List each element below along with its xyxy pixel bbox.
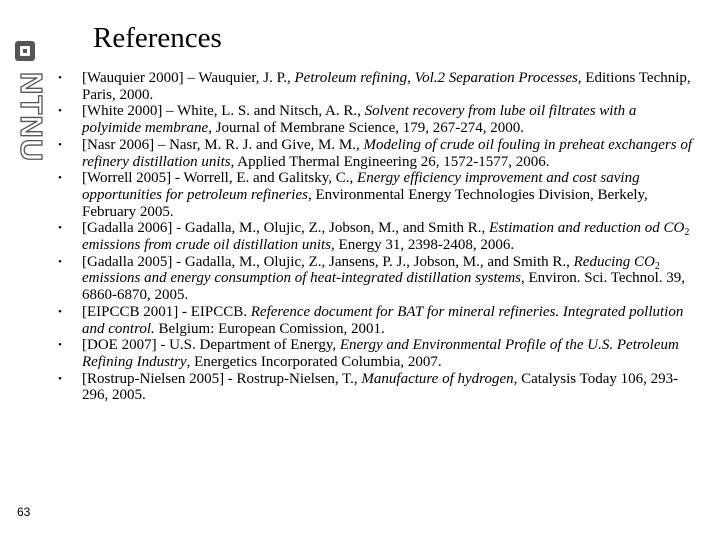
reference-text-part: [Rostrup-Nielsen 2005] - Rostrup-Nielsen, T., bbox=[82, 370, 362, 387]
ntnu-logo bbox=[4, 0, 49, 540]
reference-text-part: , Applied Thermal Engineering 26, 1572-1577, 2006. bbox=[230, 153, 550, 170]
reference-text bbox=[82, 371, 698, 404]
reference-item bbox=[58, 337, 698, 370]
bullet-icon: • bbox=[58, 255, 62, 268]
reference-list bbox=[58, 70, 698, 404]
page-number: 63 bbox=[17, 505, 31, 519]
reference-text bbox=[82, 304, 698, 337]
reference-text-part: [DOE 2007] - U.S. Department of Energy, bbox=[82, 337, 340, 354]
reference-text-part: , Journal of Membrane Science, 179, 267-274, 2000. bbox=[208, 120, 524, 137]
reference-text bbox=[82, 220, 698, 253]
reference-text bbox=[82, 254, 698, 304]
reference-text-part: [EIPCCB 2001] - EIPCCB. bbox=[82, 303, 251, 320]
reference-text-part: [White 2000] – White, L. S. and Nitsch, A. R., bbox=[82, 103, 365, 120]
reference-item bbox=[58, 371, 698, 404]
bullet-icon: • bbox=[58, 339, 62, 352]
reference-text-part: [Gadalla 2005] - Gadalla, M., Olujic, Z., Jansens, P. J., Jobson, M., and Smith R., bbox=[82, 253, 574, 270]
reference-title-part: Reference document for BAT for mineral refineries. Integrated pollution and control. bbox=[82, 303, 684, 337]
bullet-icon: • bbox=[58, 105, 62, 118]
reference-title-part: emissions and energy consumption of heat-integrated distillation systems bbox=[82, 270, 521, 287]
reference-text bbox=[82, 170, 698, 220]
bullet-icon: • bbox=[58, 222, 62, 235]
ntnu-logo-text bbox=[7, 68, 49, 178]
reference-text-part: , Energetics Incorporated Columbia, 2007. bbox=[186, 353, 442, 370]
reference-item bbox=[58, 137, 698, 170]
bullet-icon: • bbox=[58, 138, 62, 151]
sidebar bbox=[0, 0, 48, 540]
reference-text bbox=[82, 137, 698, 170]
reference-text-part: , Editions Technip, Paris, 2000. bbox=[82, 70, 691, 103]
logo-text: NTNU bbox=[14, 72, 49, 163]
reference-text-part: [Wauquier 2000] – Wauquier, J. P., bbox=[82, 70, 295, 86]
reference-item bbox=[58, 70, 698, 103]
reference-title-part: emissions from crude oil distillation units bbox=[82, 237, 332, 254]
reference-text-part: [Worrell 2005] - Worrell, E. and Galitsky, C., bbox=[82, 170, 358, 187]
subscript: 2 bbox=[684, 227, 690, 239]
reference-title-part: Modeling of crude oil fouling in preheat exchangers of refinery distillation units bbox=[82, 136, 693, 170]
reference-text-part: , Catalysis Today 106, 293-296, 2005. bbox=[82, 370, 679, 404]
bullet-icon: • bbox=[58, 72, 62, 84]
reference-item bbox=[58, 170, 698, 220]
reference-text bbox=[82, 70, 698, 103]
bullet-icon: • bbox=[58, 305, 62, 318]
reference-text-part: [Gadalla 2006] - Gadalla, M., Olujic, Z., Jobson, M., and Smith R., bbox=[82, 220, 490, 237]
reference-title-part: Solvent recovery from lube oil filtrates with a polyimide membrane bbox=[82, 103, 637, 137]
bullet-icon: • bbox=[58, 372, 62, 385]
reference-title-part: Energy and Environmental Profile of the U.S. Petroleum Refining Industry bbox=[82, 337, 679, 370]
reference-item bbox=[58, 304, 698, 337]
page-title: References bbox=[93, 22, 222, 54]
reference-title-part: Estimation and reduction od CO bbox=[489, 220, 685, 237]
subscript: 2 bbox=[654, 260, 660, 272]
reference-title-part: Energy efficiency improvement and cost saving opportunities for petroleum refineries bbox=[82, 170, 640, 203]
reference-title-part: Manufacture of hydrogen bbox=[361, 370, 514, 387]
reference-title-part: Petroleum refining, Vol.2 Separation Processes bbox=[294, 70, 578, 86]
reference-text-part: Belgium: European Comission, 2001. bbox=[154, 320, 385, 337]
bullet-icon: • bbox=[58, 172, 62, 185]
reference-item bbox=[58, 254, 698, 304]
reference-text-part: [Nasr 2006] – Nasr, M. R. J. and Give, M. M., bbox=[82, 136, 364, 153]
reference-text-part: , Environmental Energy Technologies Division, Berkely, February 2005. bbox=[82, 186, 648, 220]
reference-text bbox=[82, 103, 698, 136]
reference-item bbox=[58, 220, 698, 253]
reference-title-part: Reducing CO bbox=[573, 253, 655, 270]
reference-item bbox=[58, 103, 698, 136]
reference-text-part: , Environ. Sci. Technol. 39, 6860-6870, 2005. bbox=[82, 270, 686, 304]
reference-text-part: , Energy 31, 2398-2408, 2006. bbox=[331, 237, 515, 254]
ntnu-logo-mark-icon bbox=[14, 40, 36, 62]
reference-text bbox=[82, 337, 698, 370]
